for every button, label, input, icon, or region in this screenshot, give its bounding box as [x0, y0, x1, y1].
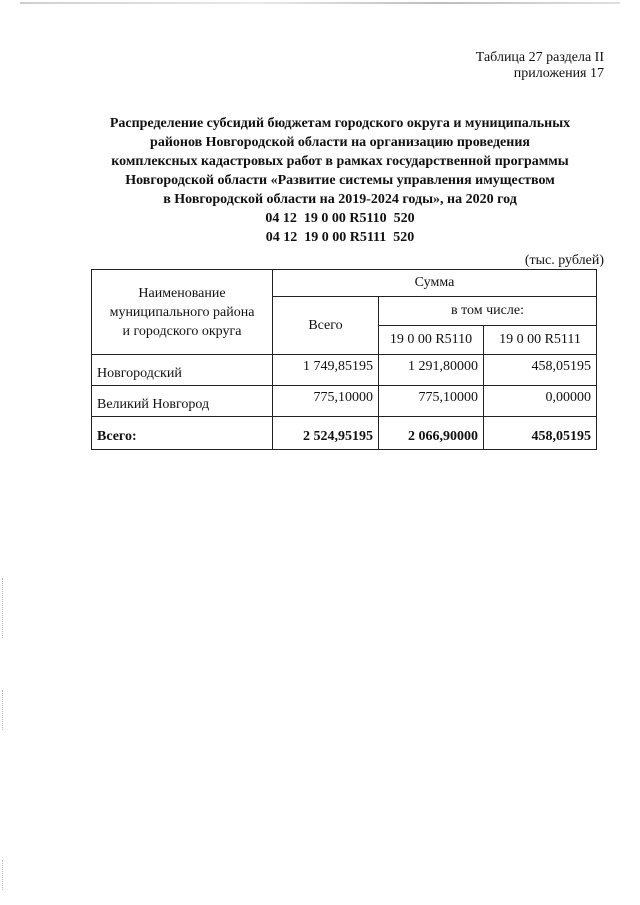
title-line: Распределение субсидий бюджетам городского округа и муниципальных [109, 116, 571, 131]
scan-artifact-top [20, 2, 620, 4]
header-including: в том числе: [379, 297, 597, 326]
unit-label: (тыс. рублей) [524, 253, 604, 268]
total-r5111: 458,05195 [484, 417, 597, 450]
row-total: 1 749,85195 [273, 355, 379, 386]
row-name: Новгородский [92, 355, 273, 386]
table-total-row [92, 417, 597, 450]
header-code-r5110: 19 0 00 R5110 [379, 326, 484, 355]
header-code-r5111: 19 0 00 R5111 [484, 326, 597, 355]
scan-artifact-edge [2, 690, 4, 730]
row-r5111: 0,00000 [484, 386, 597, 417]
subsidy-table [91, 269, 597, 450]
budget-code-line: 04 12 19 0 00 R5110 520 [265, 211, 415, 226]
scan-artifact-edge [2, 578, 4, 638]
header-name [92, 270, 273, 355]
title-line: комплексных кадастровых работ в рамках государственной программы [111, 154, 569, 169]
scan-artifact-edge [2, 860, 4, 890]
row-name: Великий Новгород [92, 386, 273, 417]
row-r5111: 458,05195 [484, 355, 597, 386]
table-reference [476, 50, 604, 82]
row-total: 775,10000 [273, 386, 379, 417]
row-r5110: 775,10000 [379, 386, 484, 417]
table-row [92, 386, 597, 417]
document-title [80, 114, 600, 247]
header-name-line: муниципального района [109, 304, 255, 320]
reference-line-2: приложения 17 [513, 66, 604, 81]
header-name-line: Наименование [138, 285, 226, 301]
budget-code-line: 04 12 19 0 00 R5111 520 [265, 230, 415, 245]
reference-line-1: Таблица 27 раздела II [475, 50, 604, 65]
title-line: в Новгородской области на 2019-2024 годы», на 2020 год [163, 192, 517, 207]
total-label: Всего: [92, 417, 273, 450]
header-sum: Сумма [273, 270, 597, 297]
table-row [92, 355, 597, 386]
row-r5110: 1 291,80000 [379, 355, 484, 386]
total-sum: 2 524,95195 [273, 417, 379, 450]
header-name-line: и городского округа [122, 323, 242, 339]
title-line: районов Новгородской области на организацию проведения [150, 135, 530, 150]
title-line: Новгородской области «Развитие системы управления имуществом [125, 173, 555, 188]
header-total: Всего [273, 297, 379, 355]
total-r5110: 2 066,90000 [379, 417, 484, 450]
